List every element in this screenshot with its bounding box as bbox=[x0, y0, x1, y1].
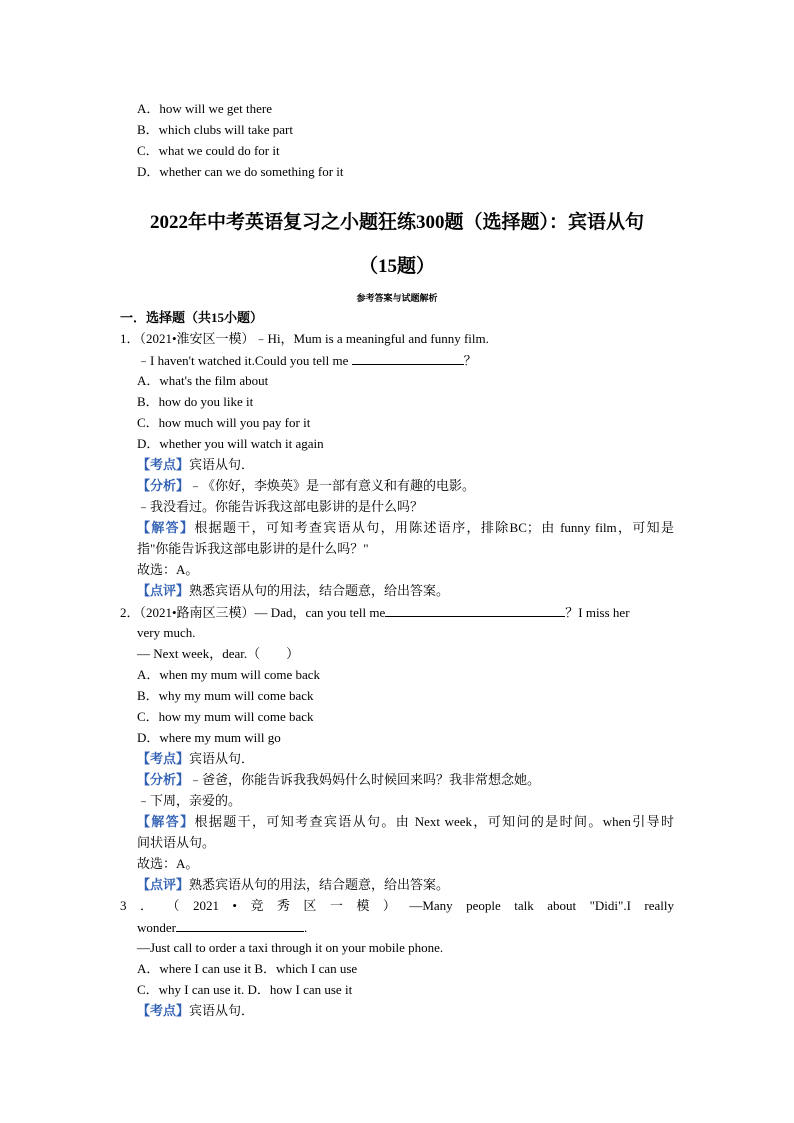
q2-kaodian-text: 宾语从句． bbox=[189, 751, 255, 766]
q2-jieda bbox=[137, 814, 674, 830]
q2-answer: 故选：A。 bbox=[137, 856, 199, 871]
q1-kaodian bbox=[137, 457, 254, 473]
q3-stem-part: 一 bbox=[329, 898, 343, 913]
q2-kaodian bbox=[137, 751, 254, 767]
q2-stem-2: very much. bbox=[137, 625, 196, 640]
q1-answer-blank bbox=[352, 352, 464, 365]
prev-option-b: B．which clubs will take part bbox=[137, 122, 293, 137]
q1-jieda-text: 根据题干，可知考查宾语从句，用陈述语序，排除BC；由 funny film，可知是 bbox=[194, 520, 674, 535]
q3-stem-part: 3 bbox=[120, 898, 127, 913]
q1-option-b: B．how do you like it bbox=[137, 394, 254, 409]
q2-option-d: D．where my mum will go bbox=[137, 730, 281, 745]
q3-stem-part: people bbox=[466, 898, 501, 913]
q1-question-mark: ？ bbox=[463, 353, 477, 368]
q3-stem-part: really bbox=[644, 898, 674, 913]
q1-fenxi-text: ﹣《你好，李焕英》是一部有意义和有趣的电影。 bbox=[189, 478, 476, 493]
q2-option-a: A．when my mum will come back bbox=[137, 667, 321, 682]
q3-stem-part: • bbox=[232, 898, 237, 913]
q2-fenxi-2: ﹣下周，亲爱的。 bbox=[137, 793, 242, 808]
q2-jieda-2: 间状语从句。 bbox=[137, 835, 216, 850]
document-title: 2022年中考英语复习之小题狂练300题（选择题）：宾语从句 bbox=[149, 212, 644, 233]
kaodian-tag: 【考点】 bbox=[137, 457, 190, 472]
q1-stem: 1．（2021•淮安区一模）﹣Hi，Mum is a meaningful and funny film. bbox=[120, 331, 489, 346]
q3-stem-part: 2021 bbox=[192, 898, 219, 913]
q1-jieda-2: 指"你能告诉我这部电影讲的是什么吗？" bbox=[137, 541, 369, 556]
q3-stem-2-end: . bbox=[304, 920, 308, 935]
q2-option-c: C．how my mum will come back bbox=[137, 709, 314, 724]
q2-fenxi bbox=[137, 772, 540, 788]
q1-option-d: D．whether you will watch it again bbox=[137, 436, 324, 451]
section-heading: 一．选择题（共15小题） bbox=[120, 310, 264, 325]
q1-jieda bbox=[137, 520, 674, 536]
q2-reply: — Next week，dear.（ ） bbox=[137, 646, 300, 661]
q1-line2-text: ﹣I haven't watched it.Could you tell me bbox=[137, 353, 349, 368]
q2-stem bbox=[120, 604, 630, 621]
q2-fenxi-text: ﹣爸爸，你能告诉我我妈妈什么时候回来吗？我非常想念她。 bbox=[189, 772, 541, 787]
prev-option-a: A．how will we get there bbox=[137, 101, 273, 116]
q2-answer-blank bbox=[385, 604, 565, 617]
q3-kaodian-text: 宾语从句． bbox=[189, 1003, 255, 1018]
q3-options-ab: A．where I can use it B．which I can use bbox=[137, 961, 358, 976]
q3-stem-part: talk bbox=[514, 898, 534, 913]
q1-fenxi bbox=[137, 478, 475, 494]
fenxi-tag: 【分析】 bbox=[137, 772, 190, 787]
q3-answer-blank bbox=[176, 919, 304, 932]
q2-stem-end: ？I miss her bbox=[565, 605, 630, 620]
q3-stem-part: （ bbox=[166, 898, 180, 913]
q2-stem-text: 2．（2021•路南区三模）— Dad，can you tell me bbox=[120, 605, 386, 620]
q3-stem-part: ） bbox=[382, 898, 396, 913]
q1-dianping-text: 熟悉宾语从句的用法，结合题意，给出答案。 bbox=[189, 583, 450, 598]
jieda-tag: 【解答】 bbox=[137, 814, 195, 829]
dianping-tag: 【点评】 bbox=[137, 583, 190, 598]
q3-stem-part: about bbox=[547, 898, 577, 913]
q2-dianping-text: 熟悉宾语从句的用法，结合题意，给出答案。 bbox=[189, 877, 450, 892]
prev-option-d: D．whether can we do something for it bbox=[137, 164, 344, 179]
fenxi-tag: 【分析】 bbox=[137, 478, 190, 493]
dianping-tag: 【点评】 bbox=[137, 877, 190, 892]
document-title-count: （15题） bbox=[358, 256, 435, 277]
q3-stem-part: 区 bbox=[303, 898, 317, 913]
q1-option-a: A．what's the film about bbox=[137, 373, 269, 388]
q3-stem-2-text: wonder bbox=[137, 920, 176, 935]
jieda-tag: 【解答】 bbox=[137, 520, 195, 535]
q3-stem-part: —Many bbox=[409, 898, 453, 913]
q1-answer: 故选：A。 bbox=[137, 562, 199, 577]
answer-analysis-subtitle: 参考答案与试题解析 bbox=[356, 293, 438, 303]
kaodian-tag: 【考点】 bbox=[137, 751, 190, 766]
q2-jieda-text: 根据题干，可知考查宾语从句。由 Next week，可知问的是时间。when引导时 bbox=[194, 814, 674, 829]
q3-stem-part: 秀 bbox=[276, 898, 290, 913]
q1-fenxi-2: ﹣我没看过。你能告诉我这部电影讲的是什么吗？ bbox=[137, 499, 424, 514]
q3-stem-part: 竞 bbox=[250, 898, 264, 913]
q3-stem-2 bbox=[137, 919, 307, 936]
q3-stem-part: "Didi".I bbox=[589, 898, 631, 913]
kaodian-tag: 【考点】 bbox=[137, 1003, 190, 1018]
q2-option-b: B．why my mum will come back bbox=[137, 688, 314, 703]
q1-option-c: C．how much will you pay for it bbox=[137, 415, 311, 430]
q3-stem bbox=[120, 898, 674, 914]
q1-dianping bbox=[137, 583, 449, 599]
q3-stem-part: ． bbox=[139, 898, 153, 913]
prev-option-c: C．what we could do for it bbox=[137, 143, 280, 158]
q1-line2 bbox=[137, 352, 477, 369]
q1-kaodian-text: 宾语从句． bbox=[189, 457, 255, 472]
q3-kaodian bbox=[137, 1003, 254, 1019]
q2-dianping bbox=[137, 877, 449, 893]
q3-stem-part: 模 bbox=[356, 898, 370, 913]
q3-reply: —Just call to order a taxi through it on your mobile phone. bbox=[137, 940, 444, 955]
q3-options-cd: C．why I can use it. D．how I can use it bbox=[137, 982, 353, 997]
